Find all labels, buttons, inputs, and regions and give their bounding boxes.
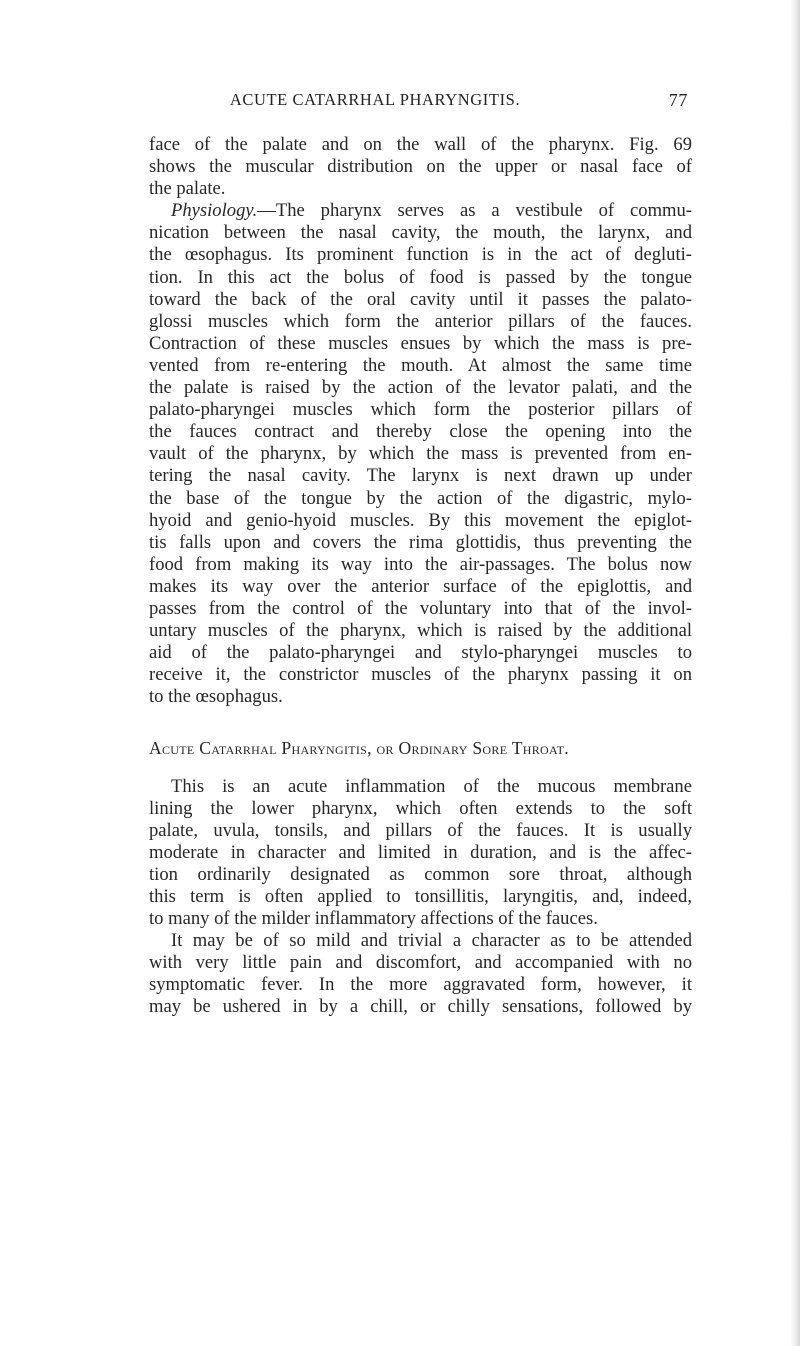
text-line: vented from re-entering the mouth. At almost the same time (149, 354, 692, 376)
text-line: palate, uvula, tonsils, and pillars of the fauces. It is usually (149, 819, 692, 841)
page-body (149, 134, 692, 1019)
physiology-first-line-text: —The pharynx serves as a vestibule of commu- (257, 200, 692, 222)
running-title: ACUTE CATARRHAL PHARYNGITIS. (229, 90, 521, 109)
text-line: the œsophagus. Its prominent function is in the act of degluti- (149, 244, 692, 266)
text-line: palato-pharyngei muscles which form the posterior pillars of (149, 399, 692, 421)
text-line: Contraction of these muscles ensues by which the mass is pre- (149, 332, 692, 354)
text-line: toward the back of the oral cavity until it passes the palato- (149, 288, 692, 310)
text-line: with very little pain and discomfort, and accompanied with no (149, 952, 692, 974)
page-number: 77 (668, 90, 688, 110)
text-line: symptomatic fever. In the more aggravated form, however, it (149, 974, 692, 996)
text-line: to the œsophagus. (149, 686, 283, 708)
text-line: passes from the control of the voluntary into that of the invol- (149, 597, 692, 619)
text-line: makes its way over the anterior surface of the epiglottis, and (149, 575, 692, 597)
text-line: moderate in character and limited in duration, and is the affec- (149, 841, 692, 863)
physiology-first-line (149, 200, 692, 222)
text-line: tis falls upon and covers the rima glottidis, thus preventing the (149, 531, 692, 553)
text-line: the palate is raised by the action of the levator palati, and the (149, 377, 692, 399)
section-heading: Acute Catarrhal Pharyngitis, or Ordinary Sore Throat. (149, 738, 569, 759)
text-line: lining the lower pharynx, which often extends to the soft (149, 797, 692, 819)
text-line: This is an acute inflammation of the mucous membrane (171, 775, 692, 797)
text-line: the fauces contract and thereby close the opening into the (149, 421, 692, 443)
text-line: It may be of so mild and trivial a character as to be attended (171, 930, 692, 952)
text-line: hyoid and genio-hyoid muscles. By this movement the epiglot- (149, 509, 692, 531)
text-line: may be ushered in by a chill, or chilly sensations, followed by (149, 996, 692, 1018)
text-line: this term is often applied to tonsillitis, laryngitis, and, indeed, (149, 886, 692, 907)
text-line: untary muscles of the pharynx, which is raised by the additional (149, 620, 692, 642)
text-line: to many of the milder inflammatory affections of the fauces. (149, 908, 598, 930)
text-line: glossi muscles which form the anterior pillars of the fauces. (149, 310, 692, 332)
text-line: shows the muscular distribution on the upper or nasal face of (149, 156, 692, 178)
page-header (170, 90, 688, 114)
text-line: tion. In this act the bolus of food is passed by the tongue (149, 266, 692, 288)
text-line: food from making its way into the air-passages. The bolus now (149, 553, 692, 575)
physiology-label: Physiology. (171, 200, 258, 222)
text-line: the base of the tongue by the action of the digastric, mylo- (149, 487, 692, 509)
text-line: face of the palate and on the wall of the pharynx. Fig. 69 (149, 134, 692, 155)
text-line: nication between the nasal cavity, the mouth, the larynx, and (149, 222, 692, 244)
text-line: vault of the pharynx, by which the mass is prevented from en- (149, 443, 692, 465)
text-line: tering the nasal cavity. The larynx is next drawn up under (149, 465, 692, 487)
text-line: aid of the palato-pharyngei and stylo-pharyngei muscles to (149, 642, 692, 664)
text-line: the palate. (149, 178, 226, 200)
page-edge-shadow (790, 0, 800, 1346)
text-line: tion ordinarily designated as common sore throat, although (149, 863, 692, 885)
text-line: receive it, the constrictor muscles of the pharynx passing it on (149, 664, 692, 686)
